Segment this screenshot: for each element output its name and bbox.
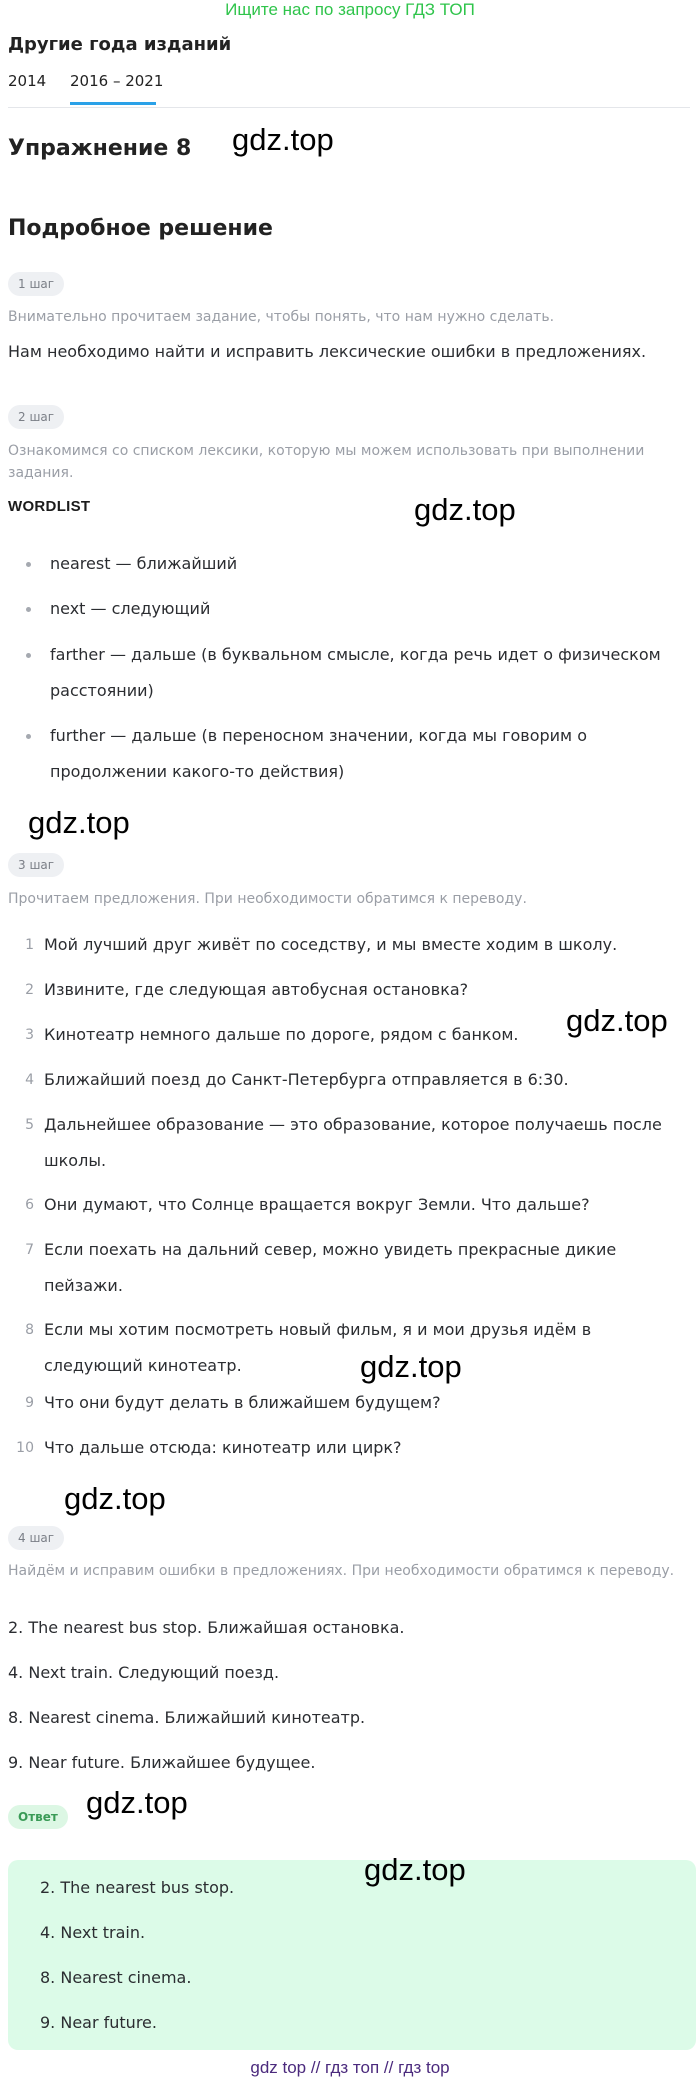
year-tab-2014[interactable]: 2014	[8, 72, 47, 90]
bullet-dot	[26, 734, 31, 739]
step-1-hint: Внимательно прочитаем задание, чтобы понять, что нам нужно сделать.	[8, 309, 555, 325]
sentence-number: 10	[16, 1440, 34, 1456]
sentence-text: Извините, где следующая автобусная остановка?	[44, 980, 469, 999]
other-years-title: Другие года изданий	[8, 34, 232, 55]
corrected-sentence: 8. Nearest cinema. Ближайший кинотеатр.	[8, 1708, 366, 1727]
sentence-text: Что они будут делать в ближайшем будущем?	[44, 1393, 441, 1412]
solution-title: Подробное решение	[8, 216, 273, 241]
sentence-text: Если поехать на дальний север, можно увидеть прекрасные дикие пейзажи.	[44, 1240, 617, 1295]
sentence-item	[8, 927, 690, 963]
footer-link[interactable]: гдз top	[398, 2058, 450, 2077]
active-tab-indicator	[70, 102, 156, 105]
sentence-item	[8, 1430, 690, 1466]
watermark: gdz.top	[86, 1785, 188, 1820]
answer-badge: Ответ	[8, 1805, 68, 1829]
answer-line: 8. Nearest cinema.	[40, 1968, 192, 1987]
bullet-dot	[26, 562, 31, 567]
watermark: gdz.top	[64, 1481, 166, 1516]
bullet-dot	[26, 607, 31, 612]
step-4-hint: Найдём и исправим ошибки в предложениях. При необходимости обратимся к переводу.	[8, 1563, 675, 1579]
footer-links	[0, 2058, 700, 2078]
sentence-text: Дальнейшее образование — это образование, которое получаешь после школы.	[44, 1115, 662, 1170]
footer-separator: //	[383, 2058, 394, 2077]
wordlist-item	[22, 637, 682, 709]
sentence-item	[8, 1312, 690, 1384]
watermark: gdz.top	[364, 1852, 466, 1887]
sentence-number: 9	[25, 1395, 34, 1411]
sentence-item	[8, 1107, 690, 1179]
watermark: gdz.top	[28, 805, 130, 840]
watermark: gdz.top	[360, 1349, 462, 1384]
sentence-number: 6	[25, 1197, 34, 1213]
answer-box	[8, 1860, 696, 2050]
corrected-sentence: 4. Next train. Следующий поезд.	[8, 1663, 280, 1682]
sentence-number: 2	[25, 982, 34, 998]
sentence-text: Они думают, что Солнце вращается вокруг Земли. Что дальше?	[44, 1195, 590, 1214]
sentence-number: 3	[25, 1027, 34, 1043]
footer-separator: //	[310, 2058, 321, 2077]
step-2-hint: Ознакомимся со списком лексики, которую мы можем использовать при выполнении задания.	[8, 443, 645, 481]
step-badge-1: 1 шаг	[8, 272, 64, 296]
wordlist-item-text: next — следующий	[50, 599, 211, 618]
step-badge-2: 2 шаг	[8, 405, 64, 429]
sentence-item	[8, 1232, 690, 1304]
sentence-number: 4	[25, 1072, 34, 1088]
footer-link[interactable]: гдз топ	[325, 2058, 380, 2077]
answer-line: 4. Next train.	[40, 1923, 146, 1942]
sentence-item	[8, 1385, 690, 1421]
watermark: gdz.top	[566, 1003, 668, 1038]
corrected-sentence: 9. Near future. Ближайшее будущее.	[8, 1753, 316, 1772]
wordlist-title: WORDLIST	[8, 498, 91, 515]
sentence-item	[8, 1062, 690, 1098]
step-badge-3: 3 шаг	[8, 853, 64, 877]
search-banner: Ищите нас по запросу ГДЗ ТОП	[225, 0, 475, 19]
exercise-title: Упражнение 8	[8, 136, 192, 161]
corrected-sentence: 2. The nearest bus stop. Ближайшая остановка.	[8, 1618, 405, 1637]
footer-link[interactable]: gdz top	[250, 2058, 307, 2077]
wordlist-item-text: farther — дальше (в буквальном смысле, когда речь идет о физическом расстоянии)	[50, 645, 661, 700]
wordlist-item	[22, 718, 682, 790]
divider	[8, 107, 690, 108]
sentence-number: 5	[25, 1117, 34, 1133]
wordlist-item	[22, 546, 682, 582]
watermark: gdz.top	[414, 492, 516, 527]
sentence-item	[8, 1187, 690, 1223]
wordlist-item	[22, 591, 682, 627]
bullet-dot	[26, 653, 31, 658]
sentence-text: Если мы хотим посмотреть новый фильм, я и мои друзья идём в следующий кинотеатр.	[44, 1320, 592, 1375]
sentence-text: Мой лучший друг живёт по соседству, и мы вместе ходим в школу.	[44, 935, 618, 954]
watermark: gdz.top	[232, 122, 334, 157]
sentence-text: Кинотеатр немного дальше по дороге, рядом с банком.	[44, 1025, 519, 1044]
answer-line: 9. Near future.	[40, 2013, 157, 2032]
wordlist-item-text: further — дальше (в переносном значении, когда мы говорим о продолжении какого-то действия)	[50, 726, 587, 781]
sentence-number: 1	[25, 937, 34, 953]
step-badge-4: 4 шаг	[8, 1526, 64, 1550]
answer-line: 2. The nearest bus stop.	[40, 1878, 235, 1897]
step-1-text: Нам необходимо найти и исправить лексические ошибки в предложениях.	[8, 342, 647, 361]
sentence-text: Что дальше отсюда: кинотеатр или цирк?	[44, 1438, 402, 1457]
year-tab-2016-2021[interactable]: 2016 – 2021	[70, 72, 164, 90]
wordlist-item-text: nearest — ближайший	[50, 554, 238, 573]
sentence-text: Ближайший поезд до Санкт-Петербурга отправляется в 6:30.	[44, 1070, 569, 1089]
step-3-hint: Прочитаем предложения. При необходимости обратимся к переводу.	[8, 891, 527, 907]
sentence-number: 8	[25, 1322, 34, 1338]
sentence-number: 7	[25, 1242, 34, 1258]
